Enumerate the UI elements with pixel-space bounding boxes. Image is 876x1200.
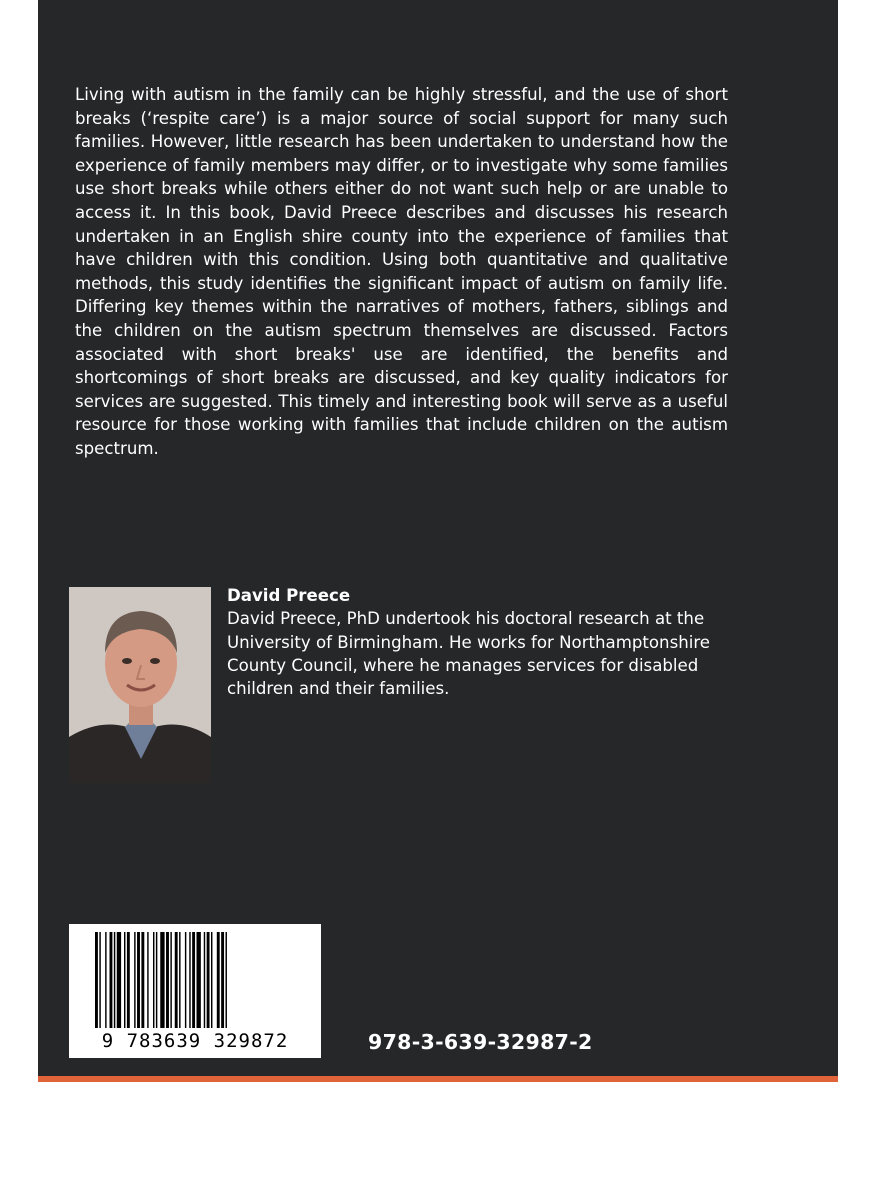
barcode-bar — [166, 932, 169, 1032]
accent-bar — [38, 1076, 838, 1082]
barcode-bar — [110, 932, 113, 1032]
author-photo — [69, 587, 211, 783]
barcode-bar — [197, 932, 201, 1032]
barcode-bar — [211, 932, 212, 1032]
barcode-bar — [127, 932, 130, 1032]
barcode-bar — [175, 932, 178, 1032]
barcode-bar — [114, 932, 115, 1032]
author-portrait-icon — [69, 587, 211, 783]
barcode-bar — [134, 932, 135, 1032]
barcode-bar — [141, 932, 144, 1032]
barcode-bar — [137, 932, 140, 1032]
barcode-bar — [117, 932, 121, 1032]
isbn-barcode — [69, 924, 321, 1058]
barcode-bar — [204, 932, 205, 1032]
barcode-bar — [192, 932, 195, 1032]
barcode-bar — [124, 932, 125, 1032]
author-name: David Preece — [227, 586, 351, 605]
barcode-bar — [179, 932, 180, 1032]
barcode-bar — [170, 932, 171, 1032]
barcode-bar — [99, 932, 100, 1032]
barcode-bar — [217, 932, 220, 1032]
barcode-bar — [189, 932, 190, 1032]
barcode-bar — [207, 932, 210, 1032]
barcode-bar — [105, 932, 106, 1032]
author-description: David Preece, PhD undertook his doctoral research at the University of Birmingham. He works for Northamptonshire County Council, where he manages services for disabled children and their families. — [227, 609, 711, 699]
barcode-bar — [156, 932, 157, 1032]
barcode-digits: 9 783639 329872 — [69, 1028, 321, 1054]
barcode-bar — [221, 932, 224, 1032]
book-blurb: Living with autism in the family can be highly stressful, and the use of short breaks (‘respite care’) is a major source of social support for many such families. However, little research has been undertaken to understand how the experience of family members may differ, or to investigate why some families use short breaks while others either do not want such help or are unable to access it. In this book, David Preece describes and discusses his research undertaken in an English shire county into the experience of families that have children with this condition. Using both quantitative and qualitative methods, this study identifies the significant impact of autism on family life. Differing key themes within the narratives of mothers, fathers, siblings and the children on the autism spectrum themselves are discussed. Factors associated with short breaks' use are identified, the benefits and shortcomings of short breaks are discussed, and key quality indicators for services are suggested. This timely and interesting book will serve as a useful resource for those working with families that include children on the autism spectrum. — [75, 85, 728, 458]
author-bio — [227, 584, 747, 700]
barcode-bar — [153, 932, 154, 1032]
isbn-number: 978-3-639-32987-2 — [368, 1030, 593, 1054]
barcode-bar — [185, 932, 186, 1032]
barcode-bar — [147, 932, 148, 1032]
